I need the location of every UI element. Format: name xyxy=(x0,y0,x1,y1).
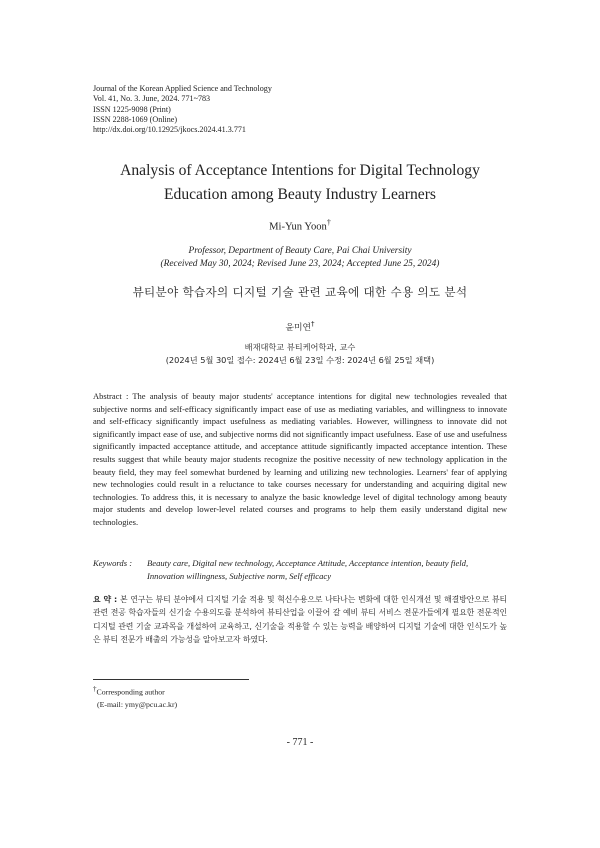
journal-name: Journal of the Korean Applied Science and Technology xyxy=(93,84,272,93)
paper-title-ko: 뷰티분야 학습자의 디지털 기술 관련 교육에 대한 수용 의도 분석 xyxy=(132,285,468,299)
abstract-label: Abstract : xyxy=(93,391,133,401)
abstract-text: The analysis of beauty major students' acceptance intentions for digital new technologies revealed that subjective norms and self-efficacy significantly impact ease of use as mediating variables, and willingness to innovate and self-efficacy significantly impact usefulness as mediating variables. However, willingness to innovate did not significantly impact ease of use, and subjective norms did not significantly impact usefulness. Ease of use and usefulness significantly impacted acceptance attitude, and acceptance attitude significantly impacted acceptance intention. These results suggest that while beauty major students recognize the positive necessity of new technology application in the beauty field, they may feel somewhat burdened by learning and utilizing new technologies. Learners' fear of applying new technologies could result in a reluctance to take courses necessary for understanding and acquiring digital new technologies. To address this, it is necessary to analyze the basic knowledge level of digital technology among beauty major students and develop lower-level related courses and programs to help them easily understand digital new technologies. xyxy=(93,391,507,527)
paper-title xyxy=(60,159,540,207)
keywords-text: Beauty care, Digital new technology, Acceptance Attitude, Acceptance intention, beauty field, Innovation willingness, Subjective norm, Self efficacy xyxy=(147,558,469,581)
title-line-2: Education among Beauty Industry Learners xyxy=(164,186,436,203)
affiliation-ko-line: 배재대학교 뷰티케어학과, 교수 xyxy=(244,342,356,352)
footnote-corresponding xyxy=(93,683,177,699)
author-name-en xyxy=(60,216,540,235)
affiliation-en xyxy=(60,245,540,271)
volume-info: Vol. 41, No. 3. June, 2024. 771~783 xyxy=(93,94,211,104)
keywords-label: Keywords : xyxy=(93,558,133,568)
footnote-divider xyxy=(93,679,249,680)
received-dates: (Received May 30, 2024; Revised June 23, 2024; Accepted June 25, 2024) xyxy=(160,259,440,269)
footnote-email[interactable]: (E-mail: ymy@pcu.ac.kr) xyxy=(97,699,178,709)
dagger-mark-ko: † xyxy=(311,320,315,328)
author-name-ko xyxy=(60,318,540,334)
affiliation-line: Professor, Department of Beauty Care, Pai Chai University xyxy=(188,246,412,256)
footnote-text: Corresponding author xyxy=(96,687,165,697)
keywords xyxy=(93,557,507,582)
received-dates-ko: (2024년 5월 30일 접수: 2024년 6월 23일 수정: 2024년 6월 25일 채택) xyxy=(165,355,435,365)
issn-online: ISSN 2288-1069 (Online) xyxy=(93,114,178,124)
summary-ko-text: 본 연구는 뷰티 분야에서 디지털 기술 적용 및 혁신수용으로 나타나는 변화에 대한 인식개선 및 해결방안으로 뷰티관련 전공 학습자들의 신기술 수용의도를 분석하여 뷰티산업을 이끌어 갈 예비 뷰티 서비스 전문가들에게 필요한 전문적인 디지털 관련 기술 교과목을 개설하여 교육하고, 신기술을 적용할 수 있는 능력을 배양하여 디지털 기술에 대한 인식도가 높은 뷰티 전문가 배출의 가능성을 알아보고자 하였다. xyxy=(93,595,508,644)
issn-print: ISSN 1225-9098 (Print) xyxy=(93,104,171,114)
footnote xyxy=(93,683,177,711)
summary-ko-label: 요 약 : xyxy=(93,595,121,604)
author-name-text: Mi-Yun Yoon xyxy=(269,221,327,233)
summary-ko xyxy=(93,593,507,646)
affiliation-ko xyxy=(60,341,540,367)
dagger-mark: † xyxy=(326,218,331,227)
abstract xyxy=(93,390,507,529)
page-number: - 771 - xyxy=(286,737,314,748)
title-line-1: Analysis of Acceptance Intentions for Digital Technology xyxy=(120,162,480,179)
journal-info xyxy=(93,84,272,135)
footnote-dagger: † xyxy=(93,685,97,693)
author-name-ko-text: 윤미연 xyxy=(285,322,311,333)
doi-link[interactable]: http://dx.doi.org/10.12925/jkocs.2024.41.3.771 xyxy=(93,125,246,135)
